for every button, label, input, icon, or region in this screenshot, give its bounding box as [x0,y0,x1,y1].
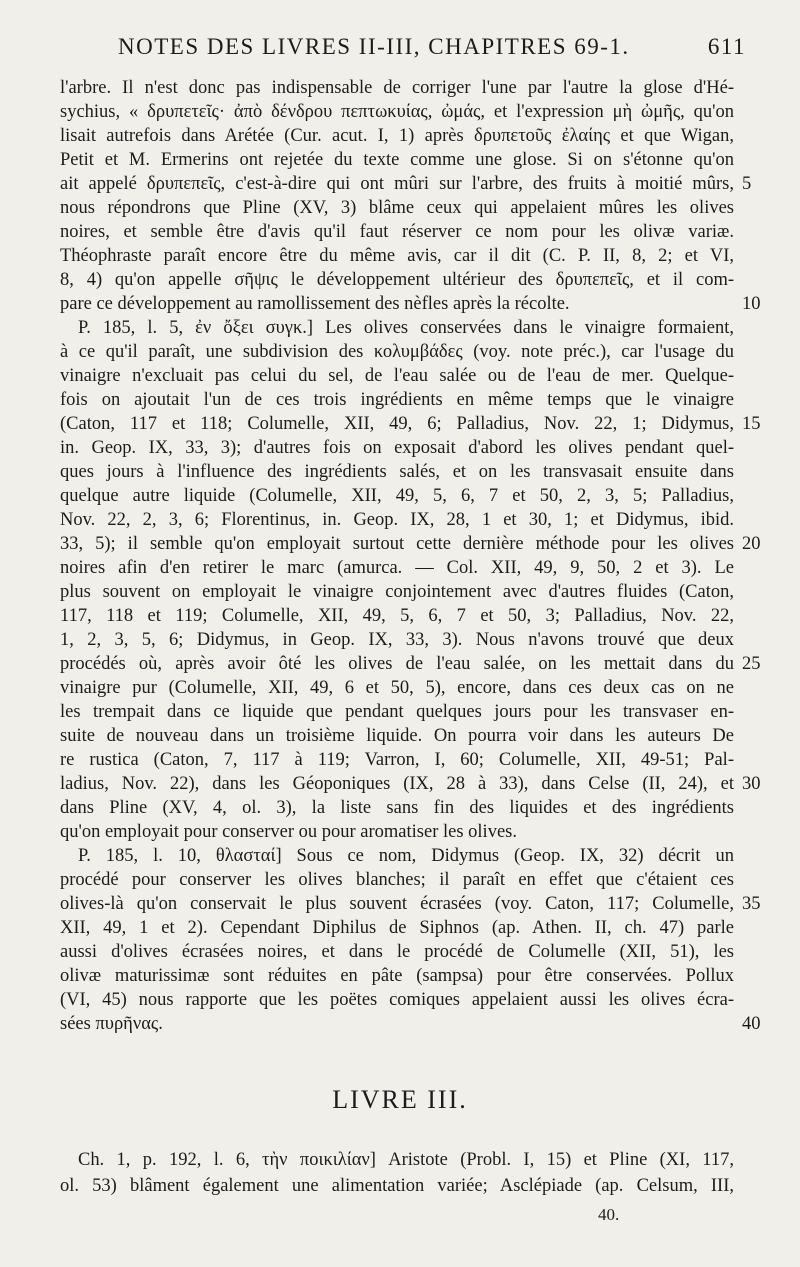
text-line: noires afin d'en retirer le marc (amurca. — Col. XII, 49, 9, 50, 2 et 3). Le [60,558,734,578]
text-line: 33, 5); il semble qu'on employait surtout cette dernière méthode pour les olives [60,534,734,554]
line-number: 35 [742,894,761,914]
text-line: 8, 4) qu'on appelle σῆψις le développement ultérieur des δρυπεπεῖς, et il com- [60,270,734,290]
text-line: pare ce développement au ramollissement des nèfles après la récolte. [60,294,570,314]
text-line: à ce qu'il paraît, une subdivision des κολυμβάδες (voy. note préc.), car l'usage du [60,342,734,362]
text-line: qu'on employait pour conserver ou pour aromatiser les olives. [60,822,517,842]
text-line: lisait autrefois dans Arétée (Cur. acut. I, 1) après δρυπετοῦς ἐλαίης et que Wigan, [60,126,734,146]
text-line: dans Pline (XV, 4, ol. 3), la liste sans fin des liquides et des ingrédients [60,798,734,818]
text-line: procédés où, après avoir ôté les olives de l'eau salée, on les mettait dans du [60,654,734,674]
line-number: 25 [742,654,761,674]
line-number: 30 [742,774,761,794]
line-number: 5 [742,174,752,194]
text-line: noires, et semble être d'avis qu'il faut réserver ce nom pour les olivæ variæ. [60,222,734,242]
text-line: P. 185, l. 10, θλασταί] Sous ce nom, Didymus (Geop. IX, 32) décrit un [78,846,734,866]
text-line: procédé pour conserver les olives blanches; il paraît en effet que c'étaient ces [60,870,734,890]
text-line: ladius, Nov. 22), dans les Géoponiques (IX, 28 à 33), dans Celse (II, 24), et [60,774,734,794]
text-line: sychius, « δρυπετεῖς· ἀπὸ δένδρου πεπτωκυίας, ὠμάς, et l'expression μὴ ὠμῆς, qu'on [60,102,734,122]
text-line: l'arbre. Il n'est donc pas indispensable de corriger l'une par l'autre la glose d'Hé- [60,78,734,98]
text-line: fois on ajoutait l'un de ces trois ingrédients en même temps que le vinaigre [60,390,734,410]
text-line: suite de nouveau dans un troisième liquide. On pourra voir dans les auteurs De [60,726,734,746]
section-heading: LIVRE III. [332,1085,468,1114]
text-line: XII, 49, 1 et 2). Cependant Diphilus de Siphnos (ap. Athen. II, ch. 47) parle [60,918,734,938]
text-line: Théophraste paraît encore être du même avis, car il dit (C. P. II, 8, 2; et VI, [60,246,734,266]
page-number: 611 [707,34,746,59]
text-line: ait appelé δρυπεπεῖς, c'est-à-dire qui ont mûri sur l'arbre, des fruits à moitié mûrs, [60,174,734,194]
text-line: olivæ maturissimæ sont réduites en pâte (sampsa) pour être conservées. Pollux [60,966,734,986]
text-line: Petit et M. Ermerins ont rejetée du texte comme une glose. Si on s'étonne qu'on [60,150,734,170]
text-line: vinaigre pur (Columelle, XII, 49, 6 et 50, 5), encore, dans ces deux cas on ne [60,678,734,698]
text-line: olives-là qu'on conservait le plus souvent écrasées (voy. Caton, 117; Columelle, [60,894,734,914]
text-line: plus souvent on employait le vinaigre conjointement avec d'autres fluides (Caton, [60,582,734,602]
signature-mark: 40. [598,1205,620,1224]
text-line: 1, 2, 3, 5, 6; Didymus, in Geop. IX, 33, 3). Nous n'avons trouvé que deux [60,630,734,650]
text-line: (Caton, 117 et 118; Columelle, XII, 49, 6; Palladius, Nov. 22, 1; Didymus, [60,414,734,434]
line-number: 40 [742,1014,761,1034]
text-line: les trempait dans ce liquide que pendant quelques jours pour les transvaser en- [60,702,734,722]
text-line: P. 185, l. 5, ἐν ὄξει συγκ.] Les olives conservées dans le vinaigre formaient, [78,318,734,338]
text-line: re rustica (Caton, 7, 117 à 119; Varron, I, 60; Columelle, XII, 49-51; Pal- [60,750,734,770]
text-line: Ch. 1, p. 192, l. 6, τὴν ποικιλίαν] Aristote (Probl. I, 15) et Pline (XI, 117, [78,1150,734,1170]
text-line: quelque autre liquide (Columelle, XII, 49, 5, 6, 7 et 50, 2, 3, 5; Palladius, [60,486,734,506]
text-line: ques jours à l'influence des ingrédients salés, et on les transvasait ensuite dans [60,462,734,482]
line-number: 20 [742,534,761,554]
text-line: vinaigre n'excluait pas celui du sel, de l'eau salée ou de l'eau de mer. Quelque- [60,366,734,386]
text-line: Nov. 22, 2, 3, 6; Florentinus, in. Geop. IX, 28, 1 et 30, 1; et Didymus, ibid. [60,510,734,530]
running-head-title: NOTES DES LIVRES II-III, CHAPITRES 69-1. [118,34,630,59]
text-line: (VI, 45) nous rapporte que les poëtes comiques appelaient aussi les olives écra- [60,990,734,1010]
line-number: 15 [742,414,761,434]
text-line: aussi d'olives écrasées noires, et dans le procédé de Columelle (XII, 51), les [60,942,734,962]
text-line: nous répondrons que Pline (XV, 3) blâme ceux qui appelaient mûres les olives [60,198,734,218]
line-number: 10 [742,294,761,314]
text-line: sées πυρῆνας. [60,1014,163,1034]
text-line: ol. 53) blâment également une alimentation variée; Asclépiade (ap. Celsum, III, [60,1176,734,1196]
text-line: 117, 118 et 119; Columelle, XII, 49, 5, 6, 7 et 50, 3; Palladius, Nov. 22, [60,606,734,626]
text-line: in. Geop. IX, 33, 3); d'autres fois on exposait d'abord les olives pendant quel- [60,438,734,458]
